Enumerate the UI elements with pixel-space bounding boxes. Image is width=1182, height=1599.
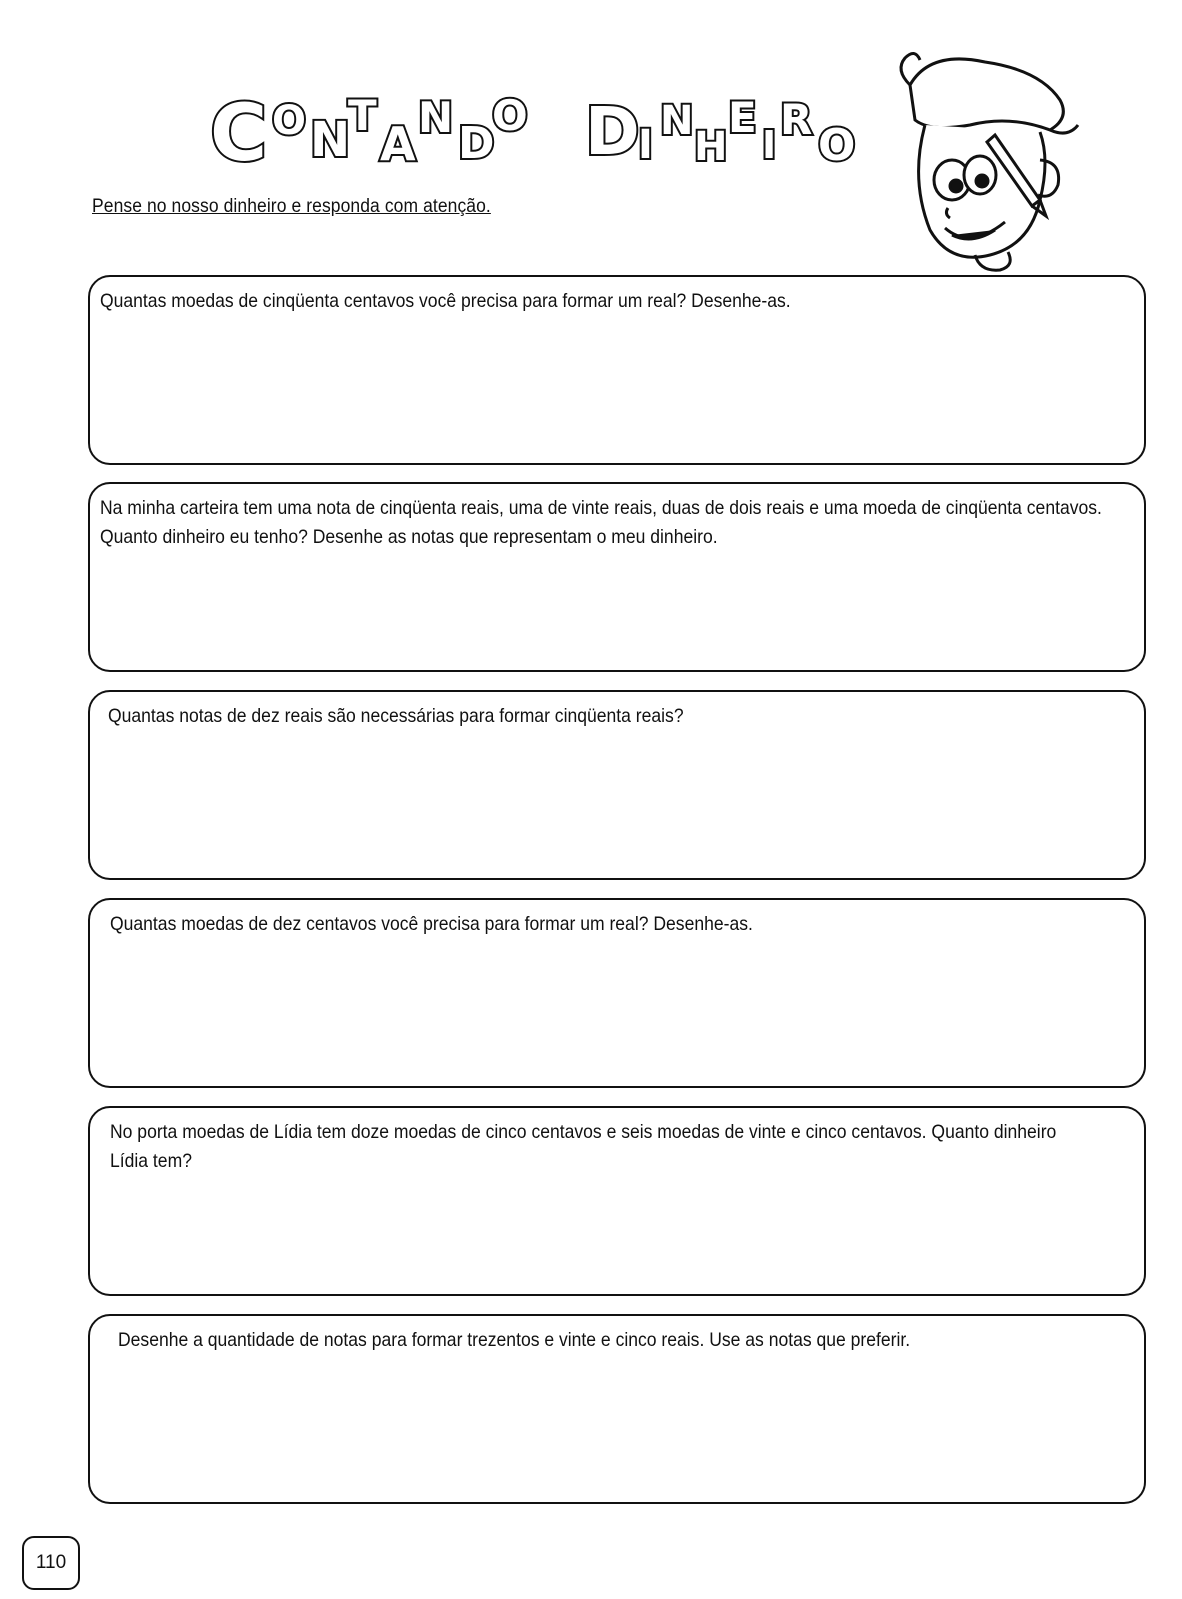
question-box-3[interactable] bbox=[88, 690, 1146, 880]
title-letter: N bbox=[310, 112, 351, 168]
question-box-4[interactable] bbox=[88, 898, 1146, 1088]
question-text: Quantas moedas de cinqüenta centavos você precisa para formar um real? Desenhe-as. bbox=[100, 290, 791, 312]
title-lettering bbox=[210, 82, 900, 172]
title-letter: O bbox=[272, 98, 307, 144]
question-text: Na minha carteira tem uma nota de cinqüenta reais, uma de vinte reais, duas de dois reais e uma moeda de cinqüenta centavos. Quanto dinheiro eu tenho? Desenhe as notas que representam o meu dinheiro. bbox=[100, 497, 1102, 548]
title-letter: A bbox=[380, 117, 416, 171]
title-letter: C bbox=[210, 89, 268, 172]
title-letter: H bbox=[694, 124, 728, 170]
title-letter: D bbox=[458, 118, 495, 169]
title-letter: R bbox=[780, 95, 813, 144]
title-letter: N bbox=[418, 93, 454, 142]
question-text: No porta moedas de Lídia tem doze moedas de cinco centavos e seis moedas de vinte e cinco centavos. Quanto dinheiro Lídia tem? bbox=[110, 1121, 1057, 1172]
question-text: Desenhe a quantidade de notas para formar trezentos e vinte e cinco reais. Use as notas que preferir. bbox=[118, 1329, 911, 1351]
title-letter: I bbox=[762, 123, 777, 167]
title-letter: I bbox=[638, 122, 653, 168]
worksheet-instruction: Pense no nosso dinheiro e responda com atenção. bbox=[92, 196, 491, 217]
pencil-boy-mascot-icon bbox=[890, 40, 1090, 280]
title-letter: E bbox=[728, 93, 757, 142]
title-letter: O bbox=[492, 91, 528, 140]
title-letter: D bbox=[585, 93, 640, 170]
worksheet-title bbox=[210, 82, 900, 172]
question-text: Quantas moedas de dez centavos você precisa para formar um real? Desenhe-as. bbox=[110, 913, 753, 935]
title-letter: O bbox=[818, 120, 856, 171]
title-letter: T bbox=[348, 91, 377, 140]
question-box-6[interactable] bbox=[88, 1314, 1146, 1504]
question-box-1[interactable] bbox=[88, 275, 1146, 465]
question-text: Quantas notas de dez reais são necessárias para formar cinqüenta reais? bbox=[108, 705, 684, 727]
question-box-5[interactable] bbox=[88, 1106, 1146, 1296]
question-box-2[interactable] bbox=[88, 482, 1146, 672]
title-letter: N bbox=[660, 98, 694, 144]
page-number: 110 bbox=[22, 1536, 80, 1590]
